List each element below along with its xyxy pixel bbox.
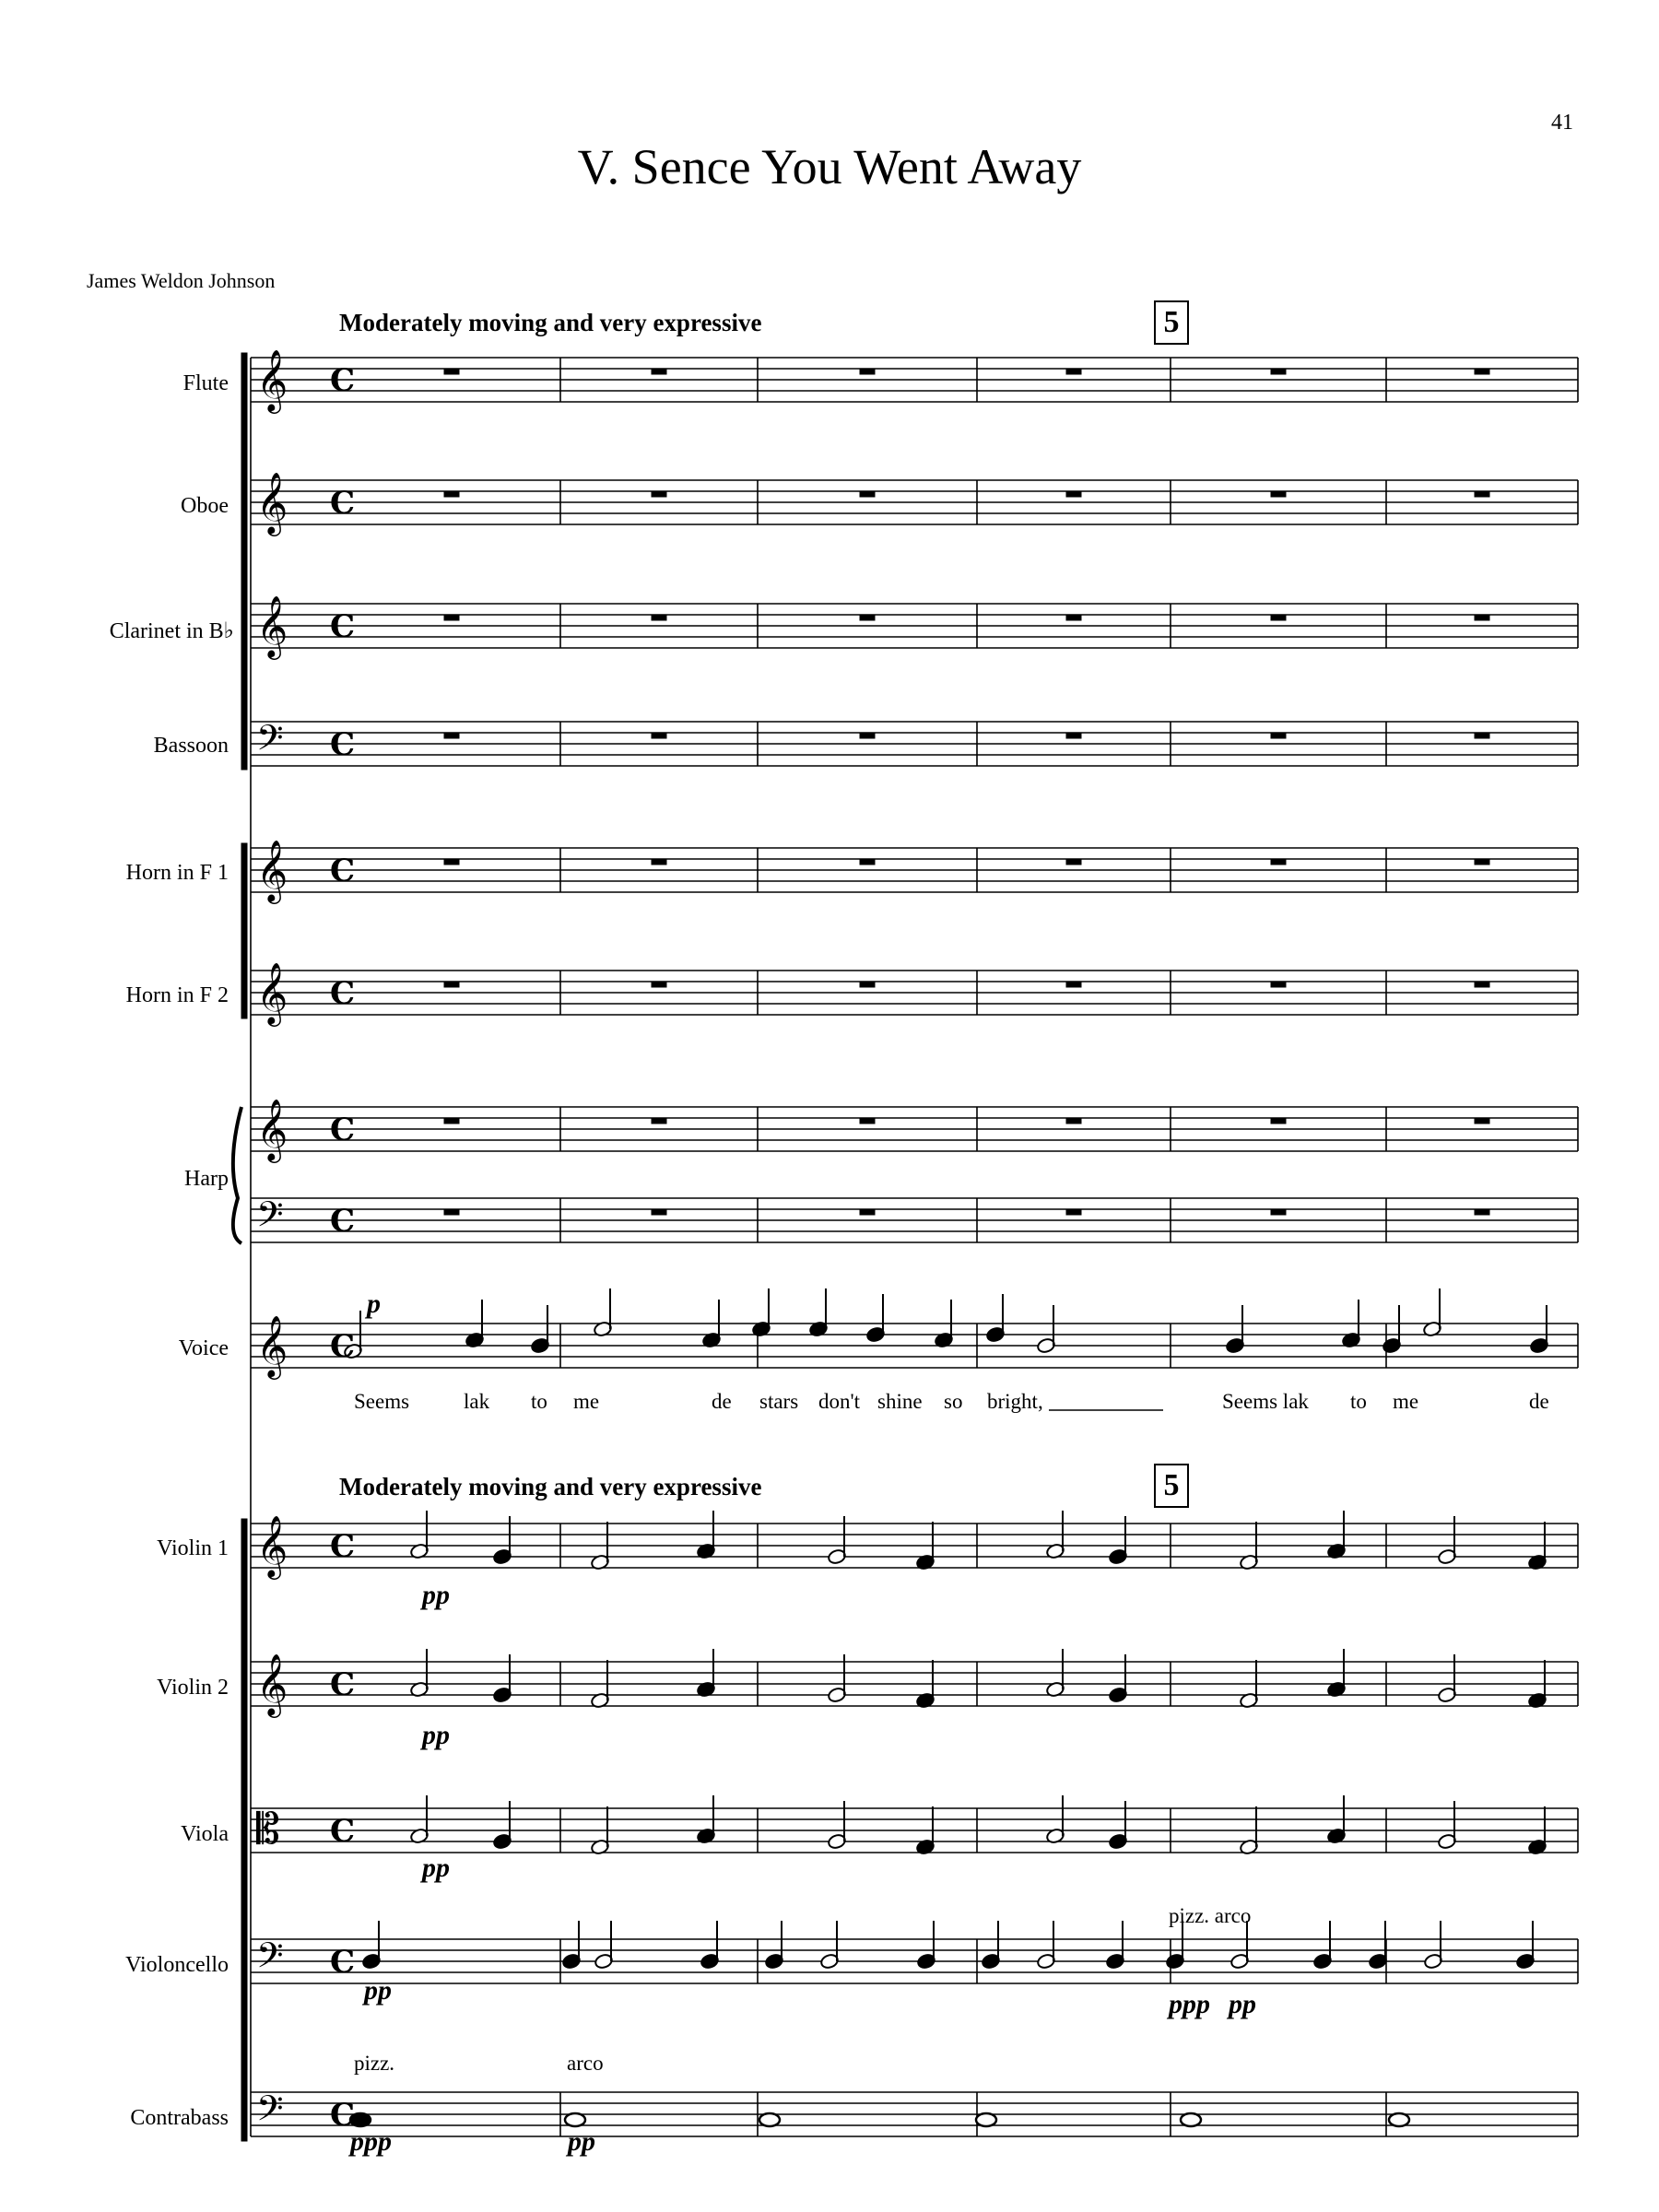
piece-title: V. Sence You Went Away: [577, 139, 1082, 194]
lyric-word: shine: [877, 1390, 923, 1413]
clef-icon: 𝄞: [256, 471, 288, 534]
lyric-word: de: [1529, 1390, 1549, 1413]
label-harp: Harp: [184, 1167, 229, 1191]
clef-icon: 𝄢: [256, 1935, 284, 1984]
time-signature: C: [330, 1203, 356, 1240]
whole-rest: [1475, 1209, 1489, 1215]
whole-rest: [652, 982, 666, 987]
label-horn-1: Horn in F 1: [125, 861, 229, 885]
bracket-strings: [241, 1519, 247, 2141]
lyric-word: stars: [759, 1390, 799, 1413]
tempo-marking-top: Moderately moving and very expressive: [339, 309, 762, 336]
lyric-word: Seems lak: [1222, 1390, 1309, 1413]
time-signature: C: [330, 1944, 356, 1981]
violin1-dynamic: pp: [422, 1580, 450, 1610]
label-horn-2: Horn in F 2: [125, 983, 229, 1007]
label-flute: Flute: [182, 371, 229, 395]
violin2-dynamic: pp: [422, 1720, 450, 1750]
bass-arco: arco: [567, 2052, 604, 2075]
clef-icon: 𝄞: [256, 1314, 288, 1377]
whole-rest: [652, 491, 666, 497]
clef-icon: 𝄞: [256, 1098, 288, 1160]
whole-rest: [1271, 491, 1286, 497]
bass-note: [759, 2113, 780, 2126]
whole-rest: [1475, 1118, 1489, 1124]
time-signature: C: [330, 1666, 356, 1703]
clef-icon: 𝄞: [256, 1653, 288, 1715]
whole-rest: [860, 369, 875, 374]
whole-rest: [1271, 1209, 1286, 1215]
time-signature: C: [330, 1528, 356, 1565]
whole-rest: [652, 733, 666, 738]
clef-icon: 𝄢: [256, 1194, 284, 1243]
whole-rest: [444, 491, 459, 497]
whole-rest: [1066, 1209, 1081, 1215]
label-violin-2: Violin 2: [157, 1676, 229, 1700]
whole-rest: [1066, 491, 1081, 497]
whole-rest: [1475, 859, 1489, 865]
label-violoncello: Violoncello: [125, 1953, 229, 1977]
whole-rest: [1271, 1118, 1286, 1124]
rehearsal-mark-strings: 5: [1154, 1464, 1189, 1508]
label-oboe: Oboe: [181, 494, 229, 518]
viola-dynamic: pp: [422, 1853, 450, 1883]
whole-rest: [860, 733, 875, 738]
cello-m5-dynamic-1: ppp: [1169, 1989, 1210, 2019]
bracket-horns: [241, 843, 247, 1018]
bass-note: [1181, 2113, 1201, 2126]
lyric-word: de: [712, 1390, 732, 1413]
clef-icon: 𝄞: [256, 348, 288, 411]
lyric-word: lak: [464, 1390, 490, 1413]
lyric-word: bright,: [987, 1390, 1043, 1413]
whole-rest: [444, 1209, 459, 1215]
bracket-woodwinds: [241, 353, 247, 770]
cello-technique: pizz. arco: [1169, 1904, 1252, 1927]
time-signature: C: [330, 853, 356, 889]
whole-rest: [1066, 733, 1081, 738]
clef-icon: 𝄞: [256, 594, 288, 657]
rehearsal-mark-top: 5: [1154, 300, 1189, 345]
time-signature: C: [330, 608, 356, 645]
whole-rest: [860, 1118, 875, 1124]
label-viola: Viola: [181, 1822, 229, 1846]
tempo-marking-strings: Moderately moving and very expressive: [339, 1473, 762, 1500]
whole-rest: [444, 369, 459, 374]
whole-rest: [444, 859, 459, 865]
whole-rest: [1271, 859, 1286, 865]
label-contrabass: Contrabass: [130, 2106, 229, 2130]
whole-rest: [444, 1118, 459, 1124]
whole-rest: [652, 615, 666, 620]
whole-rest: [1271, 733, 1286, 738]
clef-icon: 𝄞: [256, 1514, 288, 1577]
time-signature: C: [330, 362, 356, 399]
time-signature: C: [330, 975, 356, 1012]
time-signature: C: [330, 485, 356, 522]
whole-rest: [1066, 859, 1081, 865]
cello-m5-dynamic-2: pp: [1229, 1989, 1256, 2019]
whole-rest: [1066, 615, 1081, 620]
whole-rest: [444, 615, 459, 620]
whole-rest: [1271, 369, 1286, 374]
time-signature: C: [330, 1112, 356, 1148]
whole-rest: [652, 369, 666, 374]
bass-m2-dynamic: pp: [568, 2126, 595, 2157]
whole-rest: [860, 982, 875, 987]
lyric-word: to: [531, 1390, 547, 1413]
bass-note: [1389, 2113, 1409, 2126]
whole-rest: [860, 859, 875, 865]
time-signature: C: [330, 726, 356, 763]
whole-rest: [444, 733, 459, 738]
clef-icon: 𝄢: [256, 717, 284, 767]
composer-name: James Weldon Johnson: [87, 269, 276, 292]
time-signature: C: [330, 2097, 356, 2134]
whole-rest: [652, 1209, 666, 1215]
lyric-word: to: [1350, 1390, 1367, 1413]
harp-brace: [233, 1107, 241, 1243]
time-signature: C: [330, 1328, 356, 1365]
whole-rest: [1066, 369, 1081, 374]
lyric-word: me: [573, 1390, 600, 1413]
whole-rest: [444, 982, 459, 987]
time-signature: C: [330, 1813, 356, 1850]
lyric-word: me: [1393, 1390, 1419, 1413]
whole-rest: [1271, 615, 1286, 620]
whole-rest: [1475, 733, 1489, 738]
bass-m1-dynamic: ppp: [350, 2126, 392, 2157]
clef-icon: 𝄢: [256, 2088, 284, 2137]
clef-icon: 𝄡: [256, 1804, 280, 1853]
whole-rest: [860, 615, 875, 620]
whole-rest: [1475, 982, 1489, 987]
cello-dynamic: pp: [364, 1975, 392, 2006]
clef-icon: 𝄞: [256, 839, 288, 901]
lyric-word: don't: [818, 1390, 861, 1413]
clef-icon: 𝄞: [256, 961, 288, 1024]
whole-rest: [860, 491, 875, 497]
label-bassoon: Bassoon: [153, 734, 229, 758]
whole-rest: [1475, 615, 1489, 620]
whole-rest: [652, 1118, 666, 1124]
whole-rest: [1066, 1118, 1081, 1124]
label-violin-1: Violin 1: [157, 1536, 229, 1560]
whole-rest: [1475, 491, 1489, 497]
lyric-word: so: [944, 1390, 963, 1413]
lyric-word: Seems: [354, 1390, 410, 1413]
whole-rest: [1066, 982, 1081, 987]
bass-note: [976, 2113, 996, 2126]
whole-rest: [652, 859, 666, 865]
bass-note: [565, 2113, 585, 2126]
label-clarinet: Clarinet in B♭: [109, 619, 234, 643]
bass-pizz: pizz.: [354, 2052, 395, 2075]
label-voice: Voice: [178, 1336, 229, 1360]
whole-rest: [1475, 369, 1489, 374]
whole-rest: [1271, 982, 1286, 987]
voice-dynamic: p: [367, 1288, 381, 1319]
page-number: 41: [1551, 111, 1573, 135]
whole-rest: [860, 1209, 875, 1215]
